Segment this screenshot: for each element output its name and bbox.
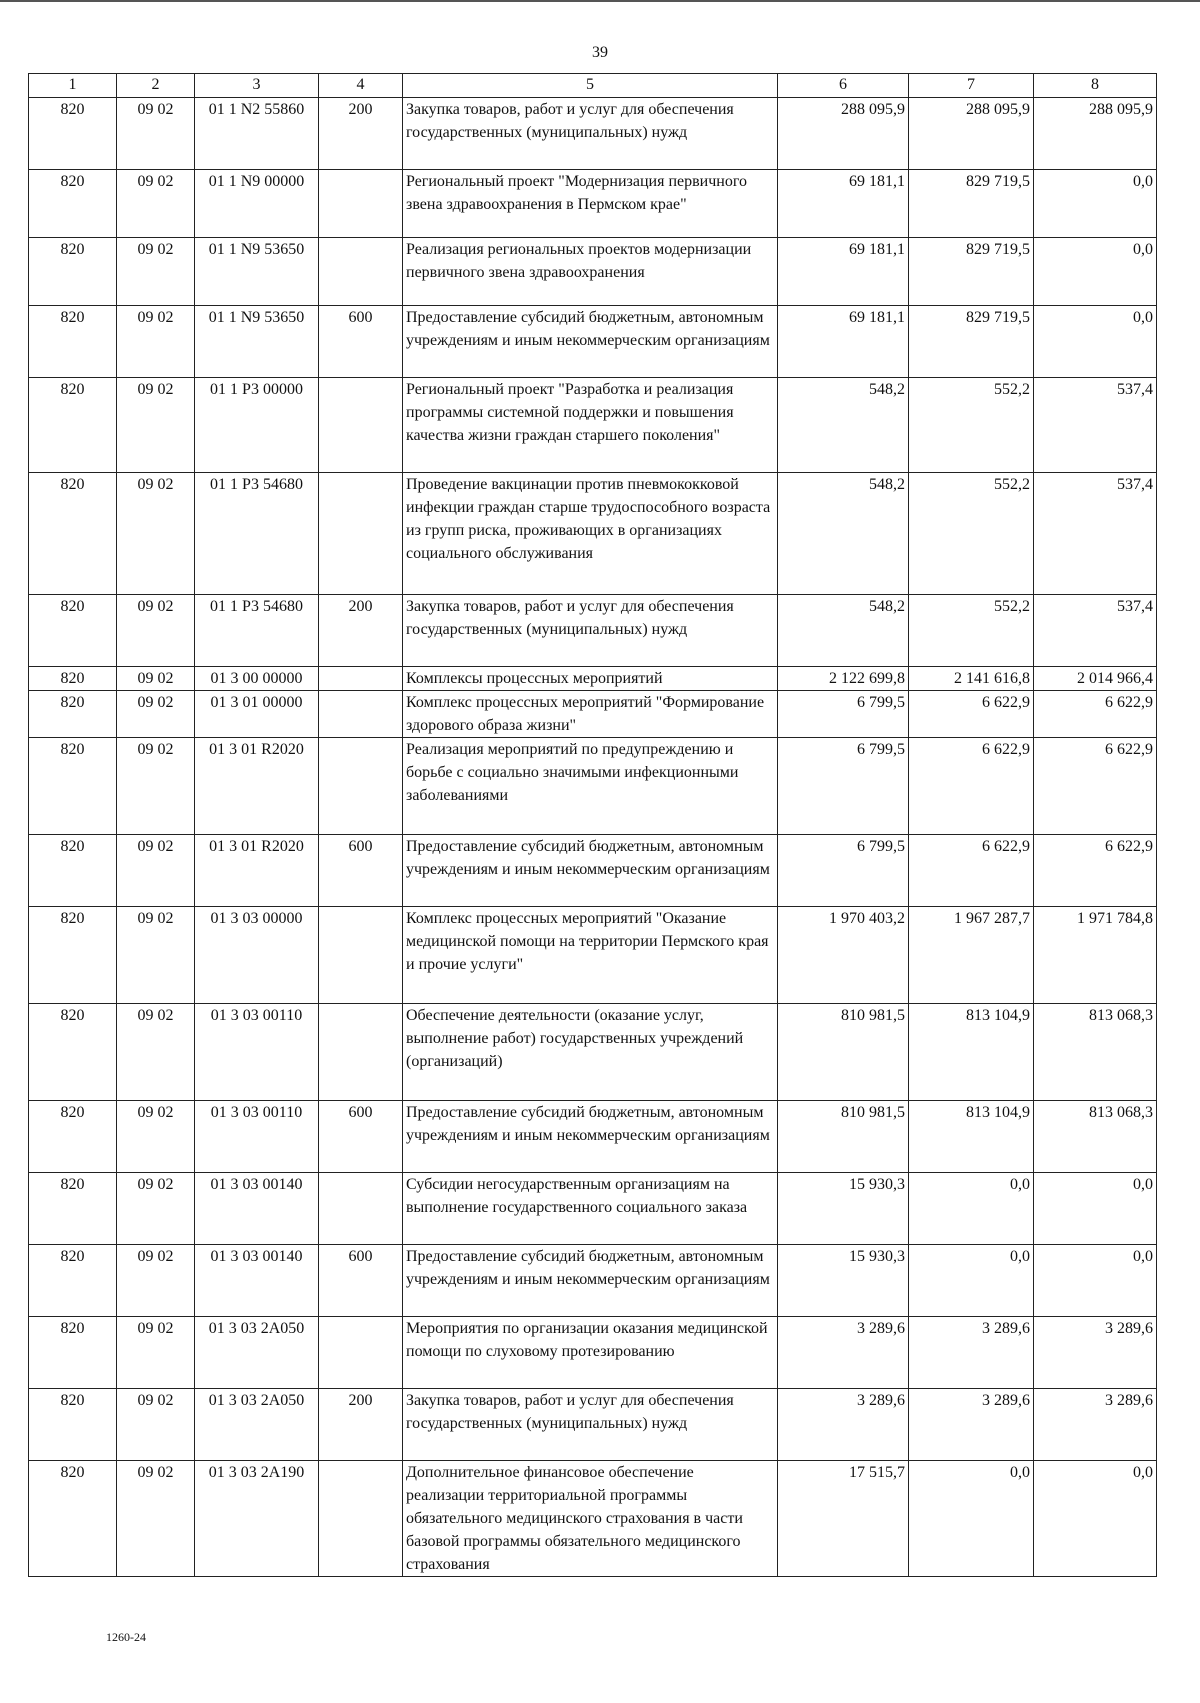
cell-ministry-code: 820 bbox=[29, 238, 117, 306]
column-header: 2 bbox=[117, 74, 195, 98]
cell-description: Комплекс процессных мероприятий "Оказание медицинской помощи на территории Пермского края и прочие услуги" bbox=[403, 907, 778, 1004]
cell-section-code: 09 02 bbox=[117, 98, 195, 170]
column-header: 6 bbox=[778, 74, 909, 98]
cell-amount-year-3: 6 622,9 bbox=[1034, 738, 1157, 835]
table-row bbox=[29, 238, 1157, 306]
cell-ministry-code: 820 bbox=[29, 691, 117, 738]
table-row bbox=[29, 1245, 1157, 1317]
cell-ministry-code: 820 bbox=[29, 1004, 117, 1101]
cell-expense-type bbox=[319, 1004, 403, 1101]
cell-amount-year-2: 0,0 bbox=[909, 1461, 1034, 1577]
table-row bbox=[29, 835, 1157, 907]
cell-amount-year-3: 537,4 bbox=[1034, 595, 1157, 667]
cell-amount-year-2: 829 719,5 bbox=[909, 238, 1034, 306]
cell-expense-type: 600 bbox=[319, 835, 403, 907]
table-row bbox=[29, 1173, 1157, 1245]
cell-ministry-code: 820 bbox=[29, 595, 117, 667]
cell-target-article: 01 3 00 00000 bbox=[195, 667, 319, 691]
cell-amount-year-1: 17 515,7 bbox=[778, 1461, 909, 1577]
cell-ministry-code: 820 bbox=[29, 306, 117, 378]
table-row bbox=[29, 1389, 1157, 1461]
table-row bbox=[29, 306, 1157, 378]
table-row bbox=[29, 1461, 1157, 1577]
cell-amount-year-2: 0,0 bbox=[909, 1173, 1034, 1245]
cell-amount-year-2: 6 622,9 bbox=[909, 738, 1034, 835]
cell-amount-year-2: 829 719,5 bbox=[909, 170, 1034, 238]
table-row bbox=[29, 667, 1157, 691]
cell-amount-year-2: 1 967 287,7 bbox=[909, 907, 1034, 1004]
page-top-edge bbox=[0, 0, 1200, 2]
cell-description: Дополнительное финансовое обеспечение реализации территориальной программы обязательного медицинского страхования в части базовой программы обязательного медицинского страхования bbox=[403, 1461, 778, 1577]
column-header: 1 bbox=[29, 74, 117, 98]
cell-expense-type: 200 bbox=[319, 1389, 403, 1461]
table-row bbox=[29, 98, 1157, 170]
cell-description: Реализация мероприятий по предупреждению и борьбе с социально значимыми инфекционными заболеваниями bbox=[403, 738, 778, 835]
cell-section-code: 09 02 bbox=[117, 1245, 195, 1317]
cell-amount-year-3: 0,0 bbox=[1034, 1245, 1157, 1317]
cell-target-article: 01 3 03 00000 bbox=[195, 907, 319, 1004]
cell-amount-year-1: 6 799,5 bbox=[778, 691, 909, 738]
cell-section-code: 09 02 bbox=[117, 667, 195, 691]
cell-ministry-code: 820 bbox=[29, 1317, 117, 1389]
cell-target-article: 01 3 03 2A050 bbox=[195, 1389, 319, 1461]
column-header: 4 bbox=[319, 74, 403, 98]
cell-amount-year-2: 552,2 bbox=[909, 473, 1034, 595]
cell-expense-type bbox=[319, 667, 403, 691]
cell-target-article: 01 1 P3 00000 bbox=[195, 378, 319, 473]
cell-amount-year-3: 537,4 bbox=[1034, 378, 1157, 473]
cell-expense-type bbox=[319, 378, 403, 473]
table-row bbox=[29, 907, 1157, 1004]
cell-amount-year-1: 6 799,5 bbox=[778, 738, 909, 835]
cell-section-code: 09 02 bbox=[117, 1317, 195, 1389]
cell-amount-year-1: 6 799,5 bbox=[778, 835, 909, 907]
cell-description: Комплексы процессных мероприятий bbox=[403, 667, 778, 691]
cell-target-article: 01 3 03 00140 bbox=[195, 1245, 319, 1317]
cell-description: Закупка товаров, работ и услуг для обеспечения государственных (муниципальных) нужд bbox=[403, 98, 778, 170]
table-header-row bbox=[29, 74, 1157, 98]
budget-table bbox=[28, 73, 1157, 1577]
cell-ministry-code: 820 bbox=[29, 1461, 117, 1577]
cell-ministry-code: 820 bbox=[29, 1245, 117, 1317]
footer-document-code: 1260-24 bbox=[106, 1630, 146, 1644]
page-number: 39 bbox=[592, 44, 608, 61]
cell-target-article: 01 3 03 00110 bbox=[195, 1101, 319, 1173]
cell-amount-year-3: 6 622,9 bbox=[1034, 691, 1157, 738]
cell-amount-year-3: 0,0 bbox=[1034, 238, 1157, 306]
cell-target-article: 01 1 N2 55860 bbox=[195, 98, 319, 170]
cell-target-article: 01 3 01 R2020 bbox=[195, 738, 319, 835]
cell-amount-year-1: 69 181,1 bbox=[778, 238, 909, 306]
cell-amount-year-2: 6 622,9 bbox=[909, 691, 1034, 738]
cell-amount-year-1: 3 289,6 bbox=[778, 1317, 909, 1389]
cell-amount-year-2: 288 095,9 bbox=[909, 98, 1034, 170]
cell-description: Обеспечение деятельности (оказание услуг, выполнение работ) государственных учреждений (организаций) bbox=[403, 1004, 778, 1101]
cell-amount-year-1: 548,2 bbox=[778, 473, 909, 595]
cell-target-article: 01 3 03 00140 bbox=[195, 1173, 319, 1245]
table-body bbox=[29, 98, 1157, 1577]
cell-target-article: 01 1 N9 53650 bbox=[195, 306, 319, 378]
cell-amount-year-2: 552,2 bbox=[909, 378, 1034, 473]
table-row bbox=[29, 378, 1157, 473]
cell-amount-year-3: 0,0 bbox=[1034, 1461, 1157, 1577]
cell-target-article: 01 3 01 R2020 bbox=[195, 835, 319, 907]
table-row bbox=[29, 1004, 1157, 1101]
cell-expense-type bbox=[319, 907, 403, 1004]
cell-section-code: 09 02 bbox=[117, 1389, 195, 1461]
cell-ministry-code: 820 bbox=[29, 738, 117, 835]
cell-target-article: 01 3 03 00110 bbox=[195, 1004, 319, 1101]
cell-amount-year-1: 3 289,6 bbox=[778, 1389, 909, 1461]
cell-target-article: 01 3 03 2A190 bbox=[195, 1461, 319, 1577]
cell-amount-year-2: 829 719,5 bbox=[909, 306, 1034, 378]
cell-section-code: 09 02 bbox=[117, 1004, 195, 1101]
cell-amount-year-3: 0,0 bbox=[1034, 1173, 1157, 1245]
cell-expense-type: 600 bbox=[319, 1245, 403, 1317]
cell-amount-year-3: 0,0 bbox=[1034, 306, 1157, 378]
table-row bbox=[29, 1317, 1157, 1389]
cell-expense-type: 200 bbox=[319, 98, 403, 170]
cell-amount-year-3: 813 068,3 bbox=[1034, 1101, 1157, 1173]
cell-description: Предоставление субсидий бюджетным, автономным учреждениям и иным некоммерческим организациям bbox=[403, 835, 778, 907]
table-row bbox=[29, 473, 1157, 595]
cell-expense-type bbox=[319, 1317, 403, 1389]
cell-section-code: 09 02 bbox=[117, 907, 195, 1004]
cell-expense-type bbox=[319, 1461, 403, 1577]
cell-amount-year-3: 3 289,6 bbox=[1034, 1317, 1157, 1389]
cell-description: Закупка товаров, работ и услуг для обеспечения государственных (муниципальных) нужд bbox=[403, 1389, 778, 1461]
cell-section-code: 09 02 bbox=[117, 1461, 195, 1577]
cell-amount-year-1: 548,2 bbox=[778, 595, 909, 667]
cell-section-code: 09 02 bbox=[117, 595, 195, 667]
cell-amount-year-2: 813 104,9 bbox=[909, 1101, 1034, 1173]
cell-expense-type bbox=[319, 473, 403, 595]
cell-ministry-code: 820 bbox=[29, 1173, 117, 1245]
cell-section-code: 09 02 bbox=[117, 1101, 195, 1173]
cell-target-article: 01 1 N9 00000 bbox=[195, 170, 319, 238]
cell-expense-type: 600 bbox=[319, 306, 403, 378]
cell-description: Комплекс процессных мероприятий "Формирование здорового образа жизни" bbox=[403, 691, 778, 738]
cell-ministry-code: 820 bbox=[29, 835, 117, 907]
cell-amount-year-1: 69 181,1 bbox=[778, 306, 909, 378]
cell-section-code: 09 02 bbox=[117, 1173, 195, 1245]
cell-amount-year-1: 810 981,5 bbox=[778, 1004, 909, 1101]
cell-amount-year-2: 3 289,6 bbox=[909, 1389, 1034, 1461]
cell-expense-type bbox=[319, 170, 403, 238]
cell-expense-type bbox=[319, 1173, 403, 1245]
table-row bbox=[29, 1101, 1157, 1173]
cell-description: Региональный проект "Разработка и реализация программы системной поддержки и повышения качества жизни граждан старшего поколения" bbox=[403, 378, 778, 473]
cell-ministry-code: 820 bbox=[29, 98, 117, 170]
cell-target-article: 01 1 N9 53650 bbox=[195, 238, 319, 306]
cell-amount-year-2: 552,2 bbox=[909, 595, 1034, 667]
cell-amount-year-2: 3 289,6 bbox=[909, 1317, 1034, 1389]
cell-amount-year-1: 69 181,1 bbox=[778, 170, 909, 238]
cell-amount-year-1: 810 981,5 bbox=[778, 1101, 909, 1173]
table-row bbox=[29, 170, 1157, 238]
cell-amount-year-2: 813 104,9 bbox=[909, 1004, 1034, 1101]
cell-amount-year-3: 537,4 bbox=[1034, 473, 1157, 595]
cell-description: Региональный проект "Модернизация первичного звена здравоохранения в Пермском крае" bbox=[403, 170, 778, 238]
cell-section-code: 09 02 bbox=[117, 691, 195, 738]
cell-description: Реализация региональных проектов модернизации первичного звена здравоохранения bbox=[403, 238, 778, 306]
cell-description: Предоставление субсидий бюджетным, автономным учреждениям и иным некоммерческим организациям bbox=[403, 1101, 778, 1173]
column-header: 8 bbox=[1034, 74, 1157, 98]
cell-section-code: 09 02 bbox=[117, 378, 195, 473]
cell-amount-year-3: 0,0 bbox=[1034, 170, 1157, 238]
cell-section-code: 09 02 bbox=[117, 238, 195, 306]
cell-ministry-code: 820 bbox=[29, 667, 117, 691]
cell-amount-year-2: 2 141 616,8 bbox=[909, 667, 1034, 691]
cell-amount-year-3: 288 095,9 bbox=[1034, 98, 1157, 170]
cell-expense-type: 600 bbox=[319, 1101, 403, 1173]
cell-target-article: 01 1 P3 54680 bbox=[195, 595, 319, 667]
cell-amount-year-3: 813 068,3 bbox=[1034, 1004, 1157, 1101]
cell-amount-year-1: 548,2 bbox=[778, 378, 909, 473]
cell-section-code: 09 02 bbox=[117, 306, 195, 378]
cell-description: Проведение вакцинации против пневмококковой инфекции граждан старше трудоспособного возраста из групп риска, проживающих в организациях социального обслуживания bbox=[403, 473, 778, 595]
cell-description: Закупка товаров, работ и услуг для обеспечения государственных (муниципальных) нужд bbox=[403, 595, 778, 667]
cell-amount-year-3: 3 289,6 bbox=[1034, 1389, 1157, 1461]
column-header: 7 bbox=[909, 74, 1034, 98]
cell-description: Мероприятия по организации оказания медицинской помощи по слуховому протезированию bbox=[403, 1317, 778, 1389]
cell-ministry-code: 820 bbox=[29, 907, 117, 1004]
cell-target-article: 01 1 P3 54680 bbox=[195, 473, 319, 595]
cell-target-article: 01 3 03 2A050 bbox=[195, 1317, 319, 1389]
cell-ministry-code: 820 bbox=[29, 473, 117, 595]
table-row bbox=[29, 595, 1157, 667]
cell-section-code: 09 02 bbox=[117, 835, 195, 907]
cell-expense-type bbox=[319, 238, 403, 306]
column-header: 5 bbox=[403, 74, 778, 98]
column-header: 3 bbox=[195, 74, 319, 98]
cell-expense-type bbox=[319, 738, 403, 835]
cell-amount-year-1: 2 122 699,8 bbox=[778, 667, 909, 691]
cell-expense-type bbox=[319, 691, 403, 738]
cell-target-article: 01 3 01 00000 bbox=[195, 691, 319, 738]
cell-ministry-code: 820 bbox=[29, 1101, 117, 1173]
cell-amount-year-3: 2 014 966,4 bbox=[1034, 667, 1157, 691]
cell-section-code: 09 02 bbox=[117, 738, 195, 835]
cell-amount-year-3: 1 971 784,8 bbox=[1034, 907, 1157, 1004]
cell-ministry-code: 820 bbox=[29, 1389, 117, 1461]
cell-description: Субсидии негосударственным организациям на выполнение государственного социального заказа bbox=[403, 1173, 778, 1245]
cell-amount-year-2: 0,0 bbox=[909, 1245, 1034, 1317]
cell-amount-year-1: 288 095,9 bbox=[778, 98, 909, 170]
cell-description: Предоставление субсидий бюджетным, автономным учреждениям и иным некоммерческим организациям bbox=[403, 1245, 778, 1317]
table-row bbox=[29, 691, 1157, 738]
cell-section-code: 09 02 bbox=[117, 170, 195, 238]
cell-section-code: 09 02 bbox=[117, 473, 195, 595]
cell-description: Предоставление субсидий бюджетным, автономным учреждениям и иным некоммерческим организациям bbox=[403, 306, 778, 378]
cell-expense-type: 200 bbox=[319, 595, 403, 667]
cell-amount-year-3: 6 622,9 bbox=[1034, 835, 1157, 907]
cell-amount-year-1: 15 930,3 bbox=[778, 1245, 909, 1317]
table-row bbox=[29, 738, 1157, 835]
cell-amount-year-1: 15 930,3 bbox=[778, 1173, 909, 1245]
cell-ministry-code: 820 bbox=[29, 170, 117, 238]
cell-amount-year-2: 6 622,9 bbox=[909, 835, 1034, 907]
cell-amount-year-1: 1 970 403,2 bbox=[778, 907, 909, 1004]
cell-ministry-code: 820 bbox=[29, 378, 117, 473]
